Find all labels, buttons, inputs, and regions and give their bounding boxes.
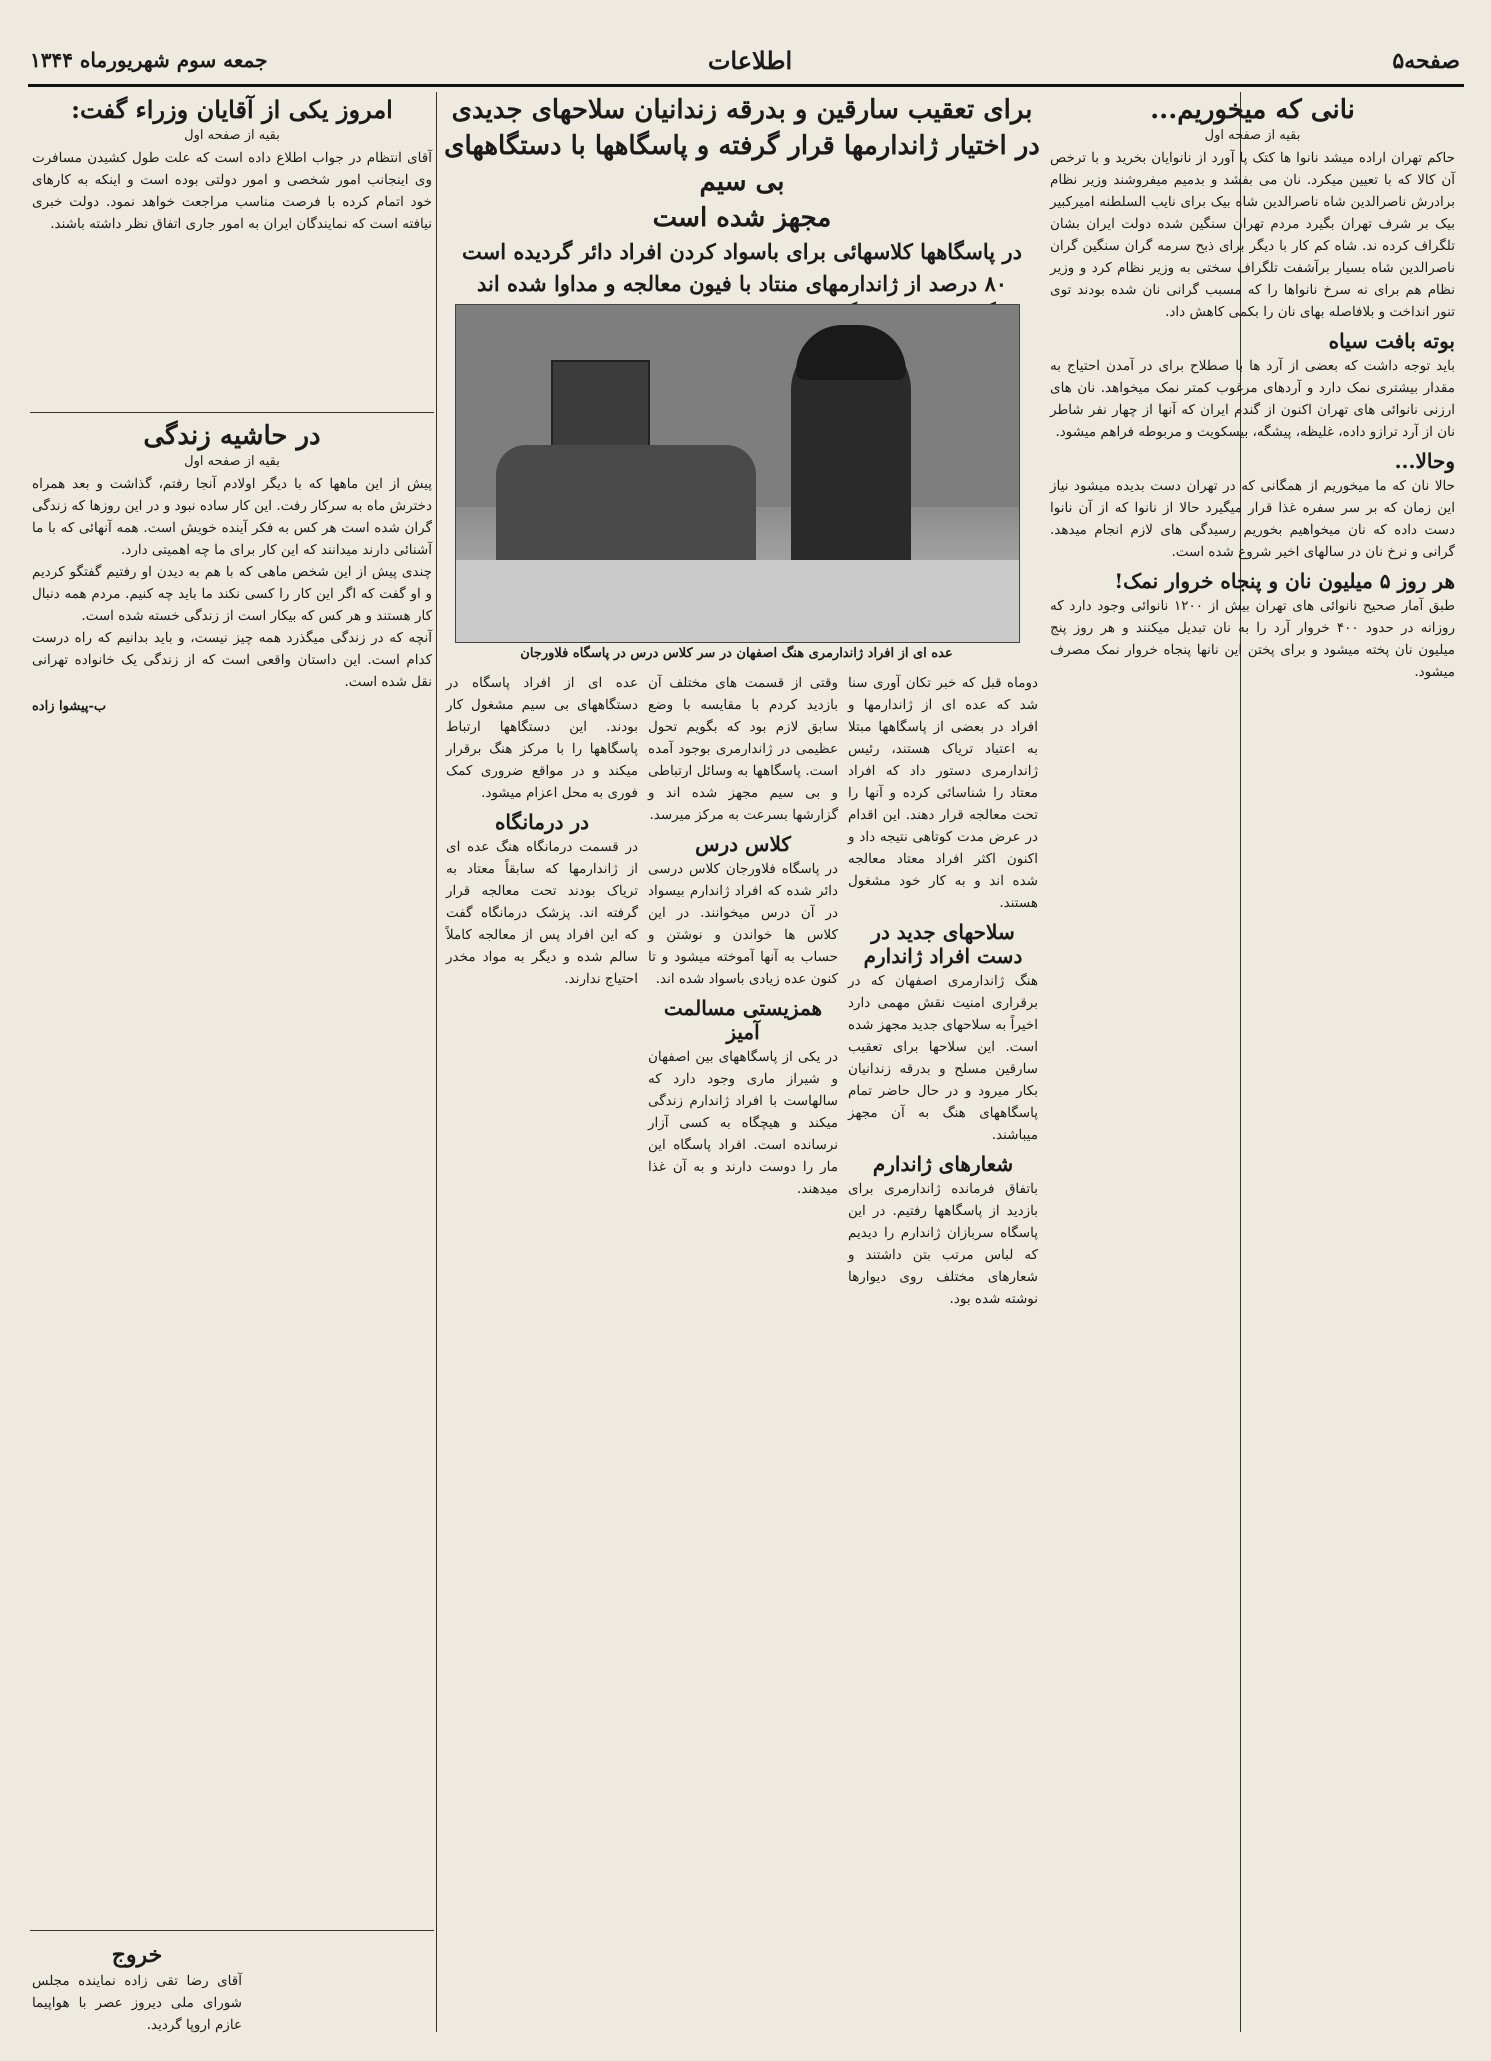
left-article-title-2: در حاشیه زندگی <box>143 421 321 451</box>
center-subcolumn-3 <box>446 672 638 2032</box>
gendarmes-photo <box>455 304 1020 643</box>
newspaper-name: اطلاعات <box>707 46 793 75</box>
left-article-title: امروز یکی از آقایان وزراء گفت: <box>71 95 393 124</box>
center-col3-body-2: در قسمت درمانگاه هنگ عده ای از ژاندارمها که سابقاً معتاد به تریاک بودند تحت معالجه قرار گرفته اند. پزشک درمانگاه گفت که این افراد پس از معالجه کاملاً سالم شده و دیگر به مواد مخدر احتیاج ندارند. <box>446 839 638 987</box>
left-body-2: پیش از این ماهها که با دیگر اولادم آنجا رفتم، گذاشت و بعد همراه دخترش ماه به سرکار رفت. این کار ساده نبود و در این روزها که زندگی گران شده است هر کس به فکر آینده خویش است. همه آنهائی که با ما آشنائی دارند میدانند که این کار برای ما چه اهمیتی دارد. <box>32 476 432 558</box>
center-col2-body-2: در پاسگاه فلاورجان کلاس درسی دائر شده که افراد ژاندارم بیسواد در آن درس میخوانند. در این کلاس ها خواندن و نوشتن و حساب به آنها آموخته میشود و تا کنون عده زیادی باسواد شده اند. <box>648 861 838 987</box>
right-body-4: طبق آمار صحیح نانوائی های تهران بیش از ۱۲۰۰ نانوائی وجود دارد که روزانه در حدود ۴۰۰ خروار آرد را به نان تبدیل میکنند و هر روز پنج میلیون نان پخته میشود و برای پختن این نانها پنجاه خروار نمک مصرف میشود. <box>1050 598 1456 680</box>
center-headline-2: در اختیار ژاندارمها قرار گرفته و پاسگاهها با دستگاههای بی سیم <box>444 131 1040 197</box>
center-col2-subhead: کلاس درس <box>695 832 791 856</box>
continued-label: بقیه از صفحه اول <box>184 128 280 143</box>
photo-group-of-men <box>496 445 756 575</box>
center-col1-body-2: هنگ ژاندارمری اصفهان که در برقراری امنیت نقش مهمی دارد اخیراً به سلاحهای جدید مجهز شده است. این سلاحها برای تعقیب سارقین مسلح و بدرقه زندانیان بکار میرود و در حال حاضر تمام پاسگاههای هنگ به آن مجهز میباشند. <box>848 973 1038 1143</box>
right-body-1: حاکم تهران اراده میشد نانوا ها کتک پا آورد از نانوایان بخرید و با ترخص آن کالا که با تعیین میکرد. نان می بفشد و بدمیم میفروشند وزیر نظام برادرش ناصرالدین شاه ناصرالدین شاه بیک برای نایب السلطنه امیرکبیر بیک بر شرف تهران بگیرد مردم تهران سنگین شده دولت ایران بشان تلگراف کرده ند. شاه کم کار با دیگر برای ذبح سرمه گران سنگین گران ناصرالدین شاه بسیار برآشفت تلگراف سختی به وزیر نظام کرد و وزیر نظام هم برای نه سرخ نانواها را که مسبب گرانی نان شده بودند توی تنور انداخت و بلافاصله بهای نان را بکمی کاهش داد. <box>1050 150 1455 320</box>
left-body-3: چندی پیش از این شخص ماهی که با هم به دیدن او رفتیم گفتگو کردیم و او گفت که اگر این کار را کسی نکند ما باید چه کنیم. مردم همه دنبال کار هستند و هر کس که بیکار است از زندگی خسته شده است. <box>32 564 432 624</box>
continued-label: بقیه از صفحه اول <box>1204 128 1301 143</box>
header-rule <box>28 84 1464 87</box>
right-subhead-2: وحالا... <box>1394 449 1455 473</box>
photo-table <box>456 560 1019 642</box>
left-body-4: آنچه که در زندگی میگذرد همه چیز نیست، و باید بدانیم که راه درست کدام است. این داستان واقعی است که از زندگی یک خانواده تهرانی نقل شده است. <box>32 630 432 690</box>
left-lower-article <box>32 418 432 1926</box>
right-subhead-1: بوته بافت سیاه <box>1328 329 1455 353</box>
center-subcolumn-2 <box>648 672 838 2032</box>
right-column <box>1050 92 1455 2022</box>
page-number: صفحه۵ <box>1392 48 1460 74</box>
center-col2-subhead-2: همزیستی مسالمت آمیز <box>663 996 823 1044</box>
center-subline-1: در پاسگاهها کلاسهائی برای باسواد کردن افراد دائر گردیده است <box>462 239 1022 264</box>
center-headline-1: برای تعقیب سارقین و بدرقه زندانیان سلاحهای جدیدی <box>451 95 1033 125</box>
center-col1-body-3: باتفاق فرمانده ژاندارمری برای بازدید از پاسگاهها رفتیم. در این پاسگاه سربازان ژاندارم را دیدیم که لباس مرتب بتن داشتند و شعارهای مختلف روی دیوارها نوشته شده بود. <box>848 1181 1038 1307</box>
center-col2-body-3: در یکی از پاسگاههای بین اصفهان و شیراز ماری وجود دارد که سالهاست با افراد ژاندارم زندگی میکند و هیچگاه به کسی آزار نرسانده است. افراد پاسگاه این مار را دوست دارند و به آن غذا میدهند. <box>648 1049 838 1197</box>
photo-portrait-frame <box>551 360 650 449</box>
divider <box>436 92 437 2032</box>
right-body-3: حالا نان که ما میخوریم از همگانی که در تهران دست بدیده میشود نیاز این زمان که بر سر سفره غذا قرار میگیرد حالا از نانوا که از آن نانوا دست داده که نان میخواهیم بخوریم رسیدگی های لازم انجام میدهد. گرانی و نرخ نان در سالهای اخیر شروع شده است. <box>1050 478 1455 560</box>
center-col3-subhead: در درمانگاه <box>494 810 590 834</box>
center-col1-subhead-2: شعارهای ژاندارم <box>872 1152 1014 1176</box>
continued-label-2: بقیه از صفحه اول <box>184 454 280 469</box>
center-col1-body: دوماه قبل که خبر تکان آوری سنا شد که عده ای از ژاندارمها و افراد در بعضی از پاسگاهها مبتلا به اعتیاد تریاک هستند، رئیس ژاندارمری دستور داد که افراد معتاد را شناسائی کرده و آنها را تحت معالجه قرار دهند. این اقدام در عرض مدت کوتاهی نتیجه داد و اکنون اکثر افراد معتاد معالجه شده اند و به کار خود مشغول هستند. <box>848 675 1038 911</box>
center-headline-block <box>444 92 1040 302</box>
exit-notice <box>32 1936 242 2036</box>
center-col1-subhead: سلاحهای جدید در دست افراد ژاندارم <box>863 920 1023 968</box>
exit-title: خروج <box>111 1942 163 1968</box>
right-article-title: نانی که میخوریم... <box>1150 95 1355 125</box>
center-col2-body: وقتی از قسمت های مختلف آن بازدید کردم با مقایسه با وضع سابق لازم بود که بگویم تحول عظیمی در ژاندارمری بوجود آمده است. پاسگاهها به وسائل ارتباطی و بی سیم مجهز شده اند و گزارشها بسرعت به مرکز میرسد. <box>648 675 838 823</box>
page-header <box>30 42 1460 82</box>
left-body-1: آقای انتظام در جواب اطلاع داده است که علت طول کشیدن مسافرت وی اینجانب امور شخصی و امور دولتی بوده است و اینکه به کارهای خود اتمام کرده با فرصت مناسب مراجعت خواهد نمود. دولت خبری نیافته است که نمایندگان ایران به امور جاری اتفاق نظر داشته باشند. <box>32 150 433 232</box>
issue-date: جمعه سوم شهریورماه ۱۳۴۴ <box>30 48 268 72</box>
center-headline-3: مجهز شده است <box>652 203 832 233</box>
divider <box>30 412 434 413</box>
left-top-article <box>32 92 432 408</box>
right-body-2: باید توجه داشت که بعضی از آرد ها با صطلاح برای در آمدن احتیاج به مقدار بیشتری نمک دارد و آردهای مرغوب کمتر نمک میخواهد. نان های ارزنی نانوائی های تهران اکنون از گندم ایران که آنها از چهار نفر شاطر نان از آرد ترازو داده، غلیظه، پیشگه، بیسکویت و مربوطه فراهم میشود. <box>1050 358 1455 440</box>
author-signature: ب-پیشوا زاده <box>32 699 107 714</box>
divider <box>30 1930 434 1931</box>
exit-body: آقای رضا تقی زاده نماینده مجلس شورای ملی دیروز عصر با هواپیما عازم اروپا گردید. <box>32 1973 242 2033</box>
center-subline-2: ۸۰ درصد از ژاندارمهای منتاد با فیون معالجه و مداوا شده اند <box>477 271 1007 296</box>
right-subhead-3: هر روز ۵ میلیون نان و پنجاه خروار نمک! <box>1114 569 1455 593</box>
photo-caption: عده ای از افراد ژاندارمری هنگ اصفهان در سر کلاس درس در پاسگاه فلاورجان <box>520 646 953 661</box>
center-col3-body: عده ای از افراد پاسگاه در دستگاههای بی سیم مشغول کار بودند. این دستگاهها ارتباط پاسگاهها را با مرکز هنگ برقرار میکند و در مواقع ضروری کمک فوری به محل اعزام میشود. <box>446 675 638 801</box>
center-subcolumn-1 <box>848 672 1038 2032</box>
